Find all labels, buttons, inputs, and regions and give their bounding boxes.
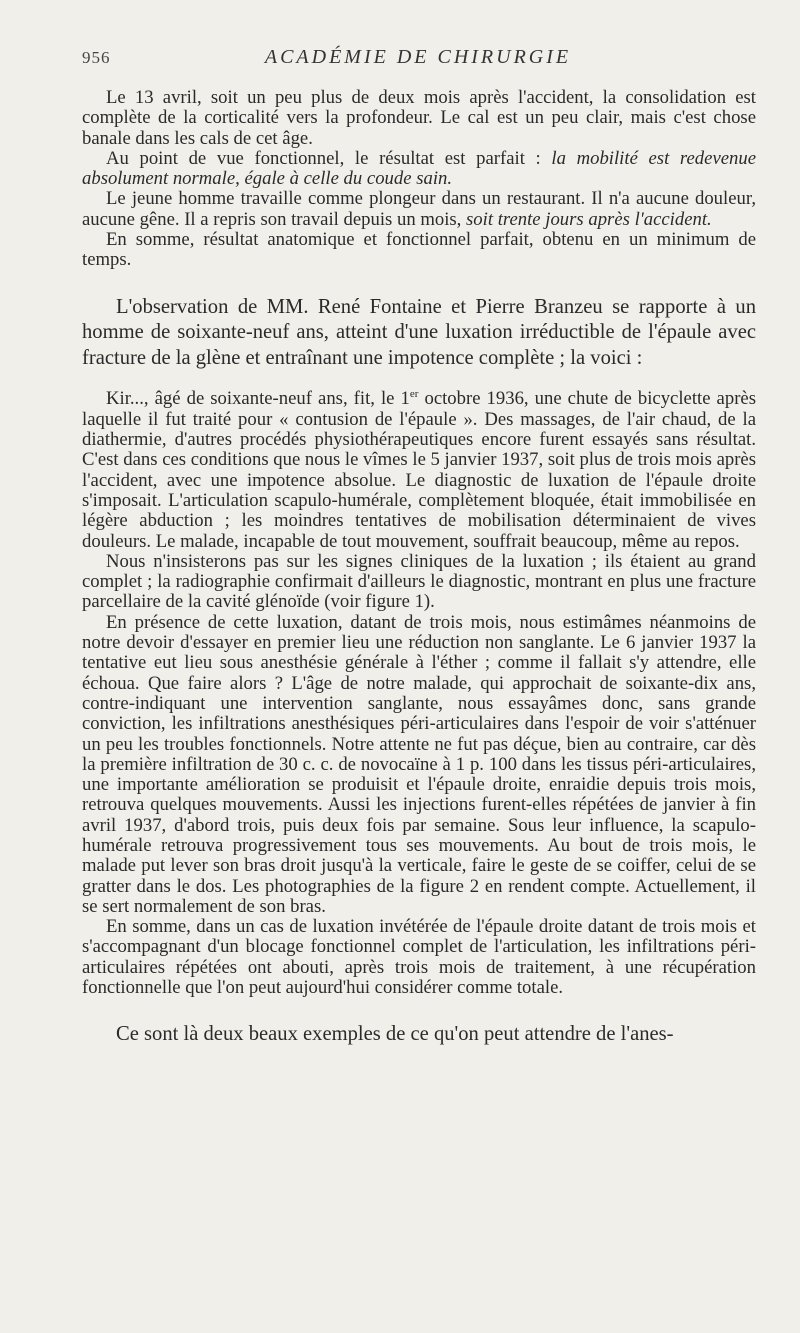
paragraph-text: Au point de vue fonctionnel, le résultat est parfait :: [106, 147, 552, 169]
paragraph-text: Kir..., âgé de soixante-neuf ans, fit, le 1: [106, 388, 410, 410]
paragraph-functional-result: [82, 149, 756, 190]
paragraph-text: Le jeune homme travaille comme plongeur dans un restaurant. Il n'a aucune douleur, aucune gêne. Il a repris son travail depuis un mois,: [82, 188, 756, 230]
paragraph-text: octobre 1936, une chute de bicyclette après laquelle il fut traité pour « contusion de l'épaule ». Des massages, de l'air chaud, de la diathermie, d'autres procédés physiothérapeutiques encore furent essayés sans résultat. C'est dans ces conditions que nous le vîmes le 5 janvier 1937, soit plus de trois mois après l'accident, avec une impotence absolue. Le diagnostic de luxation de l'épaule droite s'imposait. L'articulation scapulo-humérale, complètement bloquée, était immobilisée en légère abduction ; les moindres tentatives de mobilisation déterminaient de vives douleurs. Le malade, incapable de tout mouvement, souffrait beaucoup, même au repos.: [82, 388, 756, 552]
paragraph-summary: En somme, résultat anatomique et fonctionnel parfait, obtenu en un minimum de temps.: [82, 229, 756, 271]
running-title: ACADÉMIE DE CHIRURGIE: [264, 46, 572, 68]
paragraph-treatment: En présence de cette luxation, datant de trois mois, nous estimâmes néanmoins de notre devoir d'essayer en premier lieu une réduction non sanglante. Le 6 janvier 1937 la tentative eut lieu sous anesthésie générale à l'éther ; comme il fallait s'y attendre, elle échoua. Que faire alors ? L'âge de notre malade, qui approchait de soixante-dix ans, contre-indiquant une intervention sanglante, nous essayâmes donc, sans grande conviction, les infiltrations anesthésiques péri-articulaires dans l'espoir de voir s'atténuer un peu les troubles fonctionnels. Notre attente ne fut pas déçue, bien au contraire, car dès la première infiltration de 30 c. c. de novocaïne à 1 p. 100 dans les tissus péri-articulaires, une importante amélioration se produisit et l'épaule droite, enraidie depuis trois mois, retrouva quelques mouvements. Aussi les injections furent-elles répétées de janvier à fin avril 1937, d'abord trois, puis deux fois par semaine. Sous leur influence, la scapulo-humérale retrouva progressivement tous ses mouvements. Au bout de trois mois, le malade put lever son bras droit jusqu'à la verticale, faire le geste de se coiffer, celui de se gratter dans le dos. Les photographies de la figure 2 en rendent compte. Actuellement, il se sert normalement de son bras.: [82, 611, 756, 917]
emphasis-text: soit trente jours après l'accident.: [466, 208, 712, 230]
superscript: er: [409, 388, 419, 401]
article-body: [82, 88, 756, 1048]
paragraph-consolidation: Le 13 avril, soit un peu plus de deux mois après l'accident, la consolidation est complète de la corticalité vers la profondeur. Le cal est un peu clair, mais c'est chose banale dans les cals de cet âge.: [82, 87, 756, 149]
page-number: 956: [82, 48, 111, 67]
paragraph-case-history: [82, 389, 756, 551]
paragraph-closing: Ce sont là deux beaux exemples de ce qu'on peut attendre de l'anes-: [116, 1023, 674, 1046]
paragraph-conclusion: En somme, dans un cas de luxation invétérée de l'épaule droite datant de trois mois et s'accompagnant d'un blocage fonctionnel complet de l'articulation, les infiltrations péri-articulaires répétées ont abouti, après trois mois de traitement, à une récupération fonctionnelle que l'on peut aujourd'hui considérer comme totale.: [82, 916, 756, 999]
paragraph-patient-work: [82, 189, 756, 230]
page-header: [82, 44, 754, 74]
paragraph-observation-intro: L'observation de MM. René Fontaine et Pierre Branzeu se rapporte à un homme de soixante-neuf ans, atteint d'une luxation irréductible de l'épaule avec fracture de la glène et entraînant une impotence complète ; la voici :: [82, 295, 756, 369]
paragraph-clinical-signs: Nous n'insisterons pas sur les signes cliniques de la luxation ; ils étaient au grand complet ; la radiographie confirmait d'ailleurs le diagnostic, montrant en plus une fracture parcellaire de la cavité glénoïde (voir figure 1).: [82, 550, 756, 613]
emphasis-text: la mobilité est redevenue absolument normale, égale à celle du coude sain.: [82, 147, 757, 190]
